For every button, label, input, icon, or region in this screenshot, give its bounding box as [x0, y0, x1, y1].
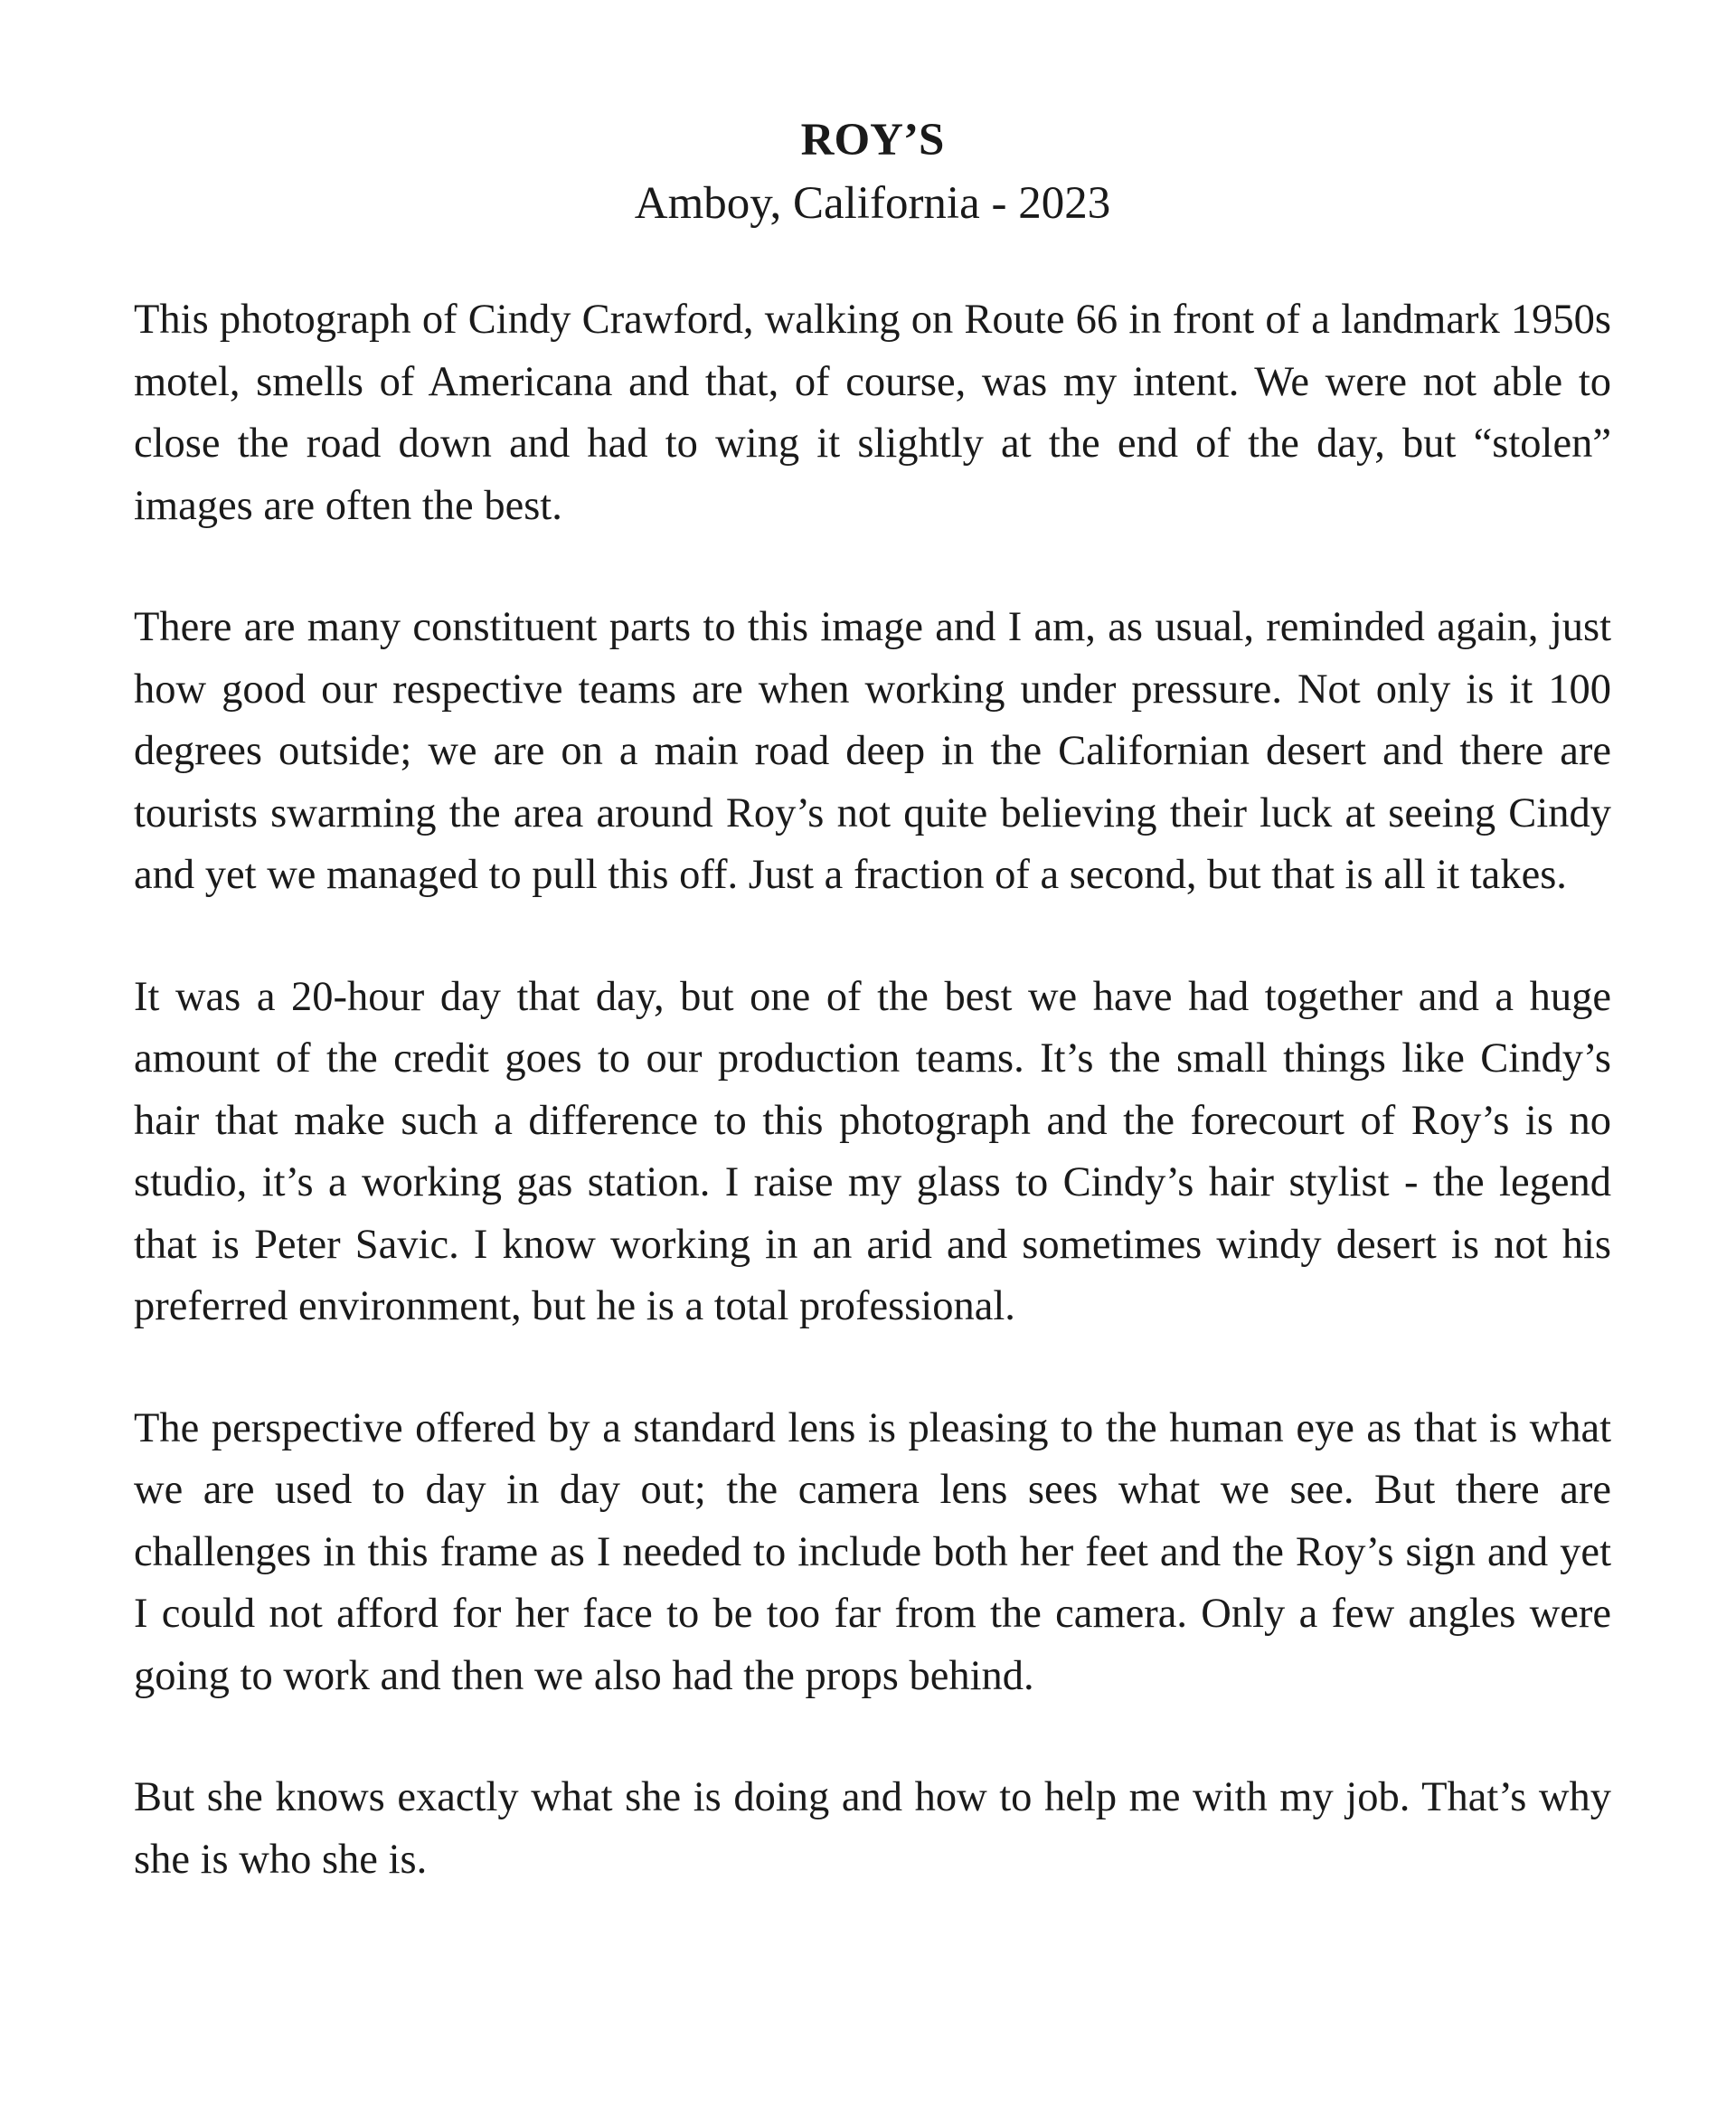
body-text [134, 289, 1611, 1891]
document-page [134, 109, 1611, 1891]
page-subtitle: Amboy, California - 2023 [634, 178, 1111, 229]
paragraph: The perspective offered by a standard lens is pleasing to the human eye as that is what we are used to day in day out; the camera lens sees what we see. But there are challenges in this frame as I needed to include both her feet and the Roy’s sign and yet I could not afford for her face to be too far from the camera. Only a few angles were going to work and then we also had the props behind. [134, 1404, 1611, 1699]
paragraph: This photograph of Cindy Crawford, walking on Route 66 in front of a landmark 1950s motel, smells of Americana and that, of course, was my intent. We were not able to close the road down and had to wing it slightly at the end of the day, but “stolen” images are often the best. [134, 297, 1611, 529]
heading-block [134, 109, 1611, 235]
page-title: ROY’S [800, 115, 945, 165]
paragraph: It was a 20-hour day that day, but one of the best we have had together and a huge amount of the credit goes to our production teams. It’s the small things like Cindy’s hair that make such a difference to this photograph and the forecourt of Roy’s is no studio, it’s a working gas station. I raise my glass to Cindy’s hair stylist - the legend that is Peter Savic. I know working in an arid and sometimes windy desert is not his preferred environment, but he is a total professional. [134, 973, 1611, 1329]
paragraph: But she knows exactly what she is doing and how to help me with my job. That’s why she is who she is. [134, 1774, 1611, 1883]
paragraph: There are many constituent parts to this image and I am, as usual, reminded again, just how good our respective teams are when working under pressure. Not only is it 100 degrees outside; we are on a main road deep in the Californian desert and there are tourists swarming the area around Roy’s not quite believing their luck at seeing Cindy and yet we managed to pull this off. Just a fraction of a second, but that is all it takes. [134, 604, 1611, 898]
